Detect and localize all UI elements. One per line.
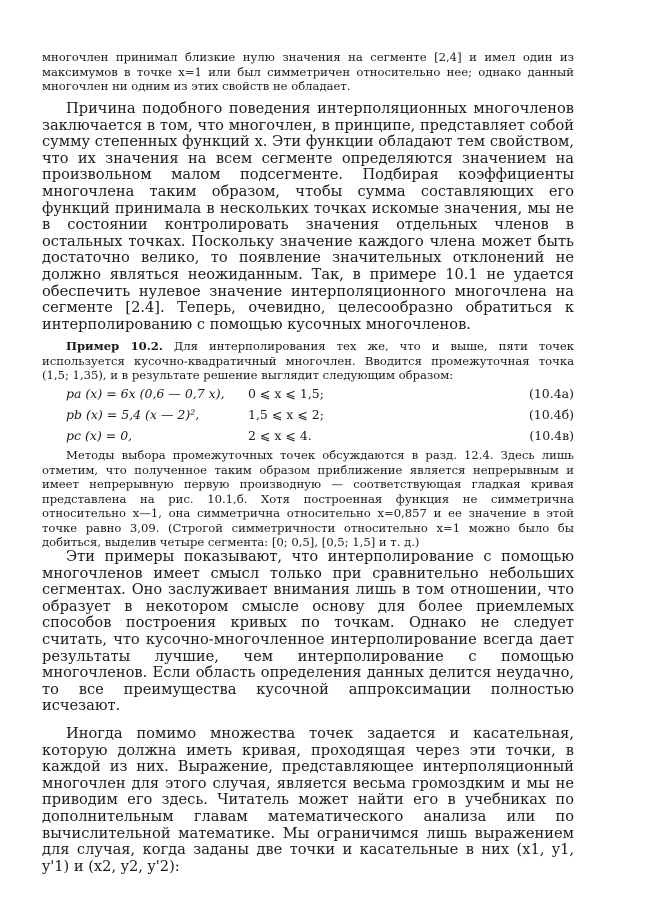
equation-row xyxy=(66,386,574,402)
equation-row xyxy=(66,407,574,423)
paragraph-tangents: Иногда помимо множества точек задается и касательная, которую должна иметь кривая, проходящая через эти точки, в каждой из них. Выражение, представляющее интерполяционный многочлен для этого случая, является весьма громоздким и мы не приводим его здесь. Читатель может найти его в учебниках по дополнительным главам математического анализа или по вычислительной математике. Мы ограничимся лишь выражением для случая, когда заданы две точки и касательные в них (x1, y1, y'1) и (x2, y2, y'2): xyxy=(42,725,574,875)
paragraph-cause: Причина подобного поведения интерполяционных многочленов заключается в том, что многочлен, в принципе, представляет собой сумму степенных функций x. Эти функции обладают тем свойством, что их значения на всем сегменте определяются значением на произвольном малом подсегменте. Подбирая коэффициенты многочлена таким образом, чтобы сумма составляющих его функций принимала в нескольких точках искомые значения, мы не в состоянии контролировать значения отдельных членов в остальных точках. Поскольку значение каждого члена может быть достаточно велико, то появление значительных отклонений не должно являться неожиданным. Так, в примере 10.1 не удается обеспечить нулевое значение интерполяционного многочлена на сегменте [2.4]. Теперь, очевидно, целесообразно обратиться к интерполированию с помощью кусочных многочленов. xyxy=(42,100,574,333)
equation-row xyxy=(66,428,574,444)
example-text: Для интерполирования тех же, что и выше, пяти точек используется кусочно-квадратичный многочлен. Вводится промежуточная точка (1,5; 1,35), и в результате решение выглядит следующим образом: xyxy=(42,339,574,382)
equation-formula: pa (x) = 6x (0,6 — 0,7 x), xyxy=(66,386,225,401)
equation-formula: pc (x) = 0, xyxy=(66,428,133,443)
equation-condition: 1,5 ⩽ x ⩽ 2; xyxy=(248,407,324,422)
equation-number: (10.4а) xyxy=(528,386,574,401)
equation-condition: 2 ⩽ x ⩽ 4. xyxy=(248,428,312,443)
intro-paragraph: многочлен принимал близкие нулю значения на сегменте [2,4] и имел один из максимумов в точке x=1 или был симметричен относительно нее; однако данный многочлен ни одним из этих свойств не обладает. xyxy=(42,50,574,93)
equation-number: (10.4в) xyxy=(529,428,574,443)
equation-condition: 0 ⩽ x ⩽ 1,5; xyxy=(248,386,324,401)
example-label: Пример 10.2. xyxy=(66,339,163,353)
paragraph-examples: Эти примеры показывают, что интерполирование с помощью многочленов имеет смысл только при сравнительно небольших сегментах. Оно заслуживает внимания лишь в том отношении, что образует в некотором смысле основу для более приемлемых способов построения кривых по точкам. Однако не следует считать, что кусочно-многочленное интерполирование всегда дает результаты лучшие, чем интерполирование с помощью многочленов. Если область определения данных делится неудачно, то все преимущества кусочной аппроксимации полностью исчезают. xyxy=(42,548,574,715)
equation-formula: pb (x) = 5,4 (x — 2)², xyxy=(66,407,200,422)
equation-number: (10.4б) xyxy=(528,407,574,422)
methods-paragraph: Методы выбора промежуточных точек обсуждаются в разд. 12.4. Здесь лишь отметим, что полученное таким образом приближение является непрерывным и имеет непрерывную первую производную — соответствующая гладкая кривая представлена на рис. 10.1,б. Хотя построенная функция не симметрична относительно x—1, она симметрична относительно x=0,857 и ее значение в этой точке равно 3,09. (Строгой симметричности относительно x=1 можно было бы добиться, выделив четыре сегмента: [0; 0,5], [0,5; 1,5] и т. д.) xyxy=(42,448,574,549)
example-10-2 xyxy=(42,339,574,383)
